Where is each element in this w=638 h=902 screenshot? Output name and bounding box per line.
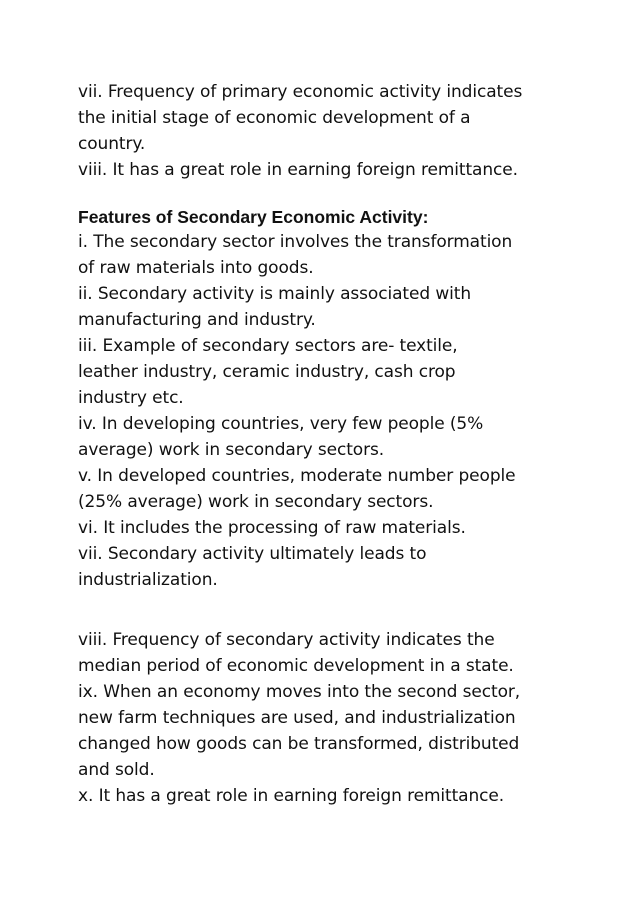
- text-line: vii. Frequency of primary economic activity indicates: [78, 82, 523, 102]
- text-line: (25% average) work in secondary sectors.: [78, 492, 434, 512]
- text-line: country.: [78, 134, 146, 154]
- section-heading: Features of Secondary Economic Activity:: [78, 207, 429, 227]
- primary-activity-continued-section: [78, 79, 558, 183]
- text-line: x. It has a great role in earning foreign remittance.: [78, 786, 505, 806]
- text-line: leather industry, ceramic industry, cash crop: [78, 362, 456, 382]
- text-line: viii. Frequency of secondary activity indicates the: [78, 630, 495, 650]
- text-line: average) work in secondary sectors.: [78, 440, 385, 460]
- text-line: industry etc.: [78, 388, 184, 408]
- text-line: new farm techniques are used, and industrialization: [78, 708, 516, 728]
- secondary-activity-section: [78, 205, 558, 593]
- text-line: viii. It has a great role in earning foreign remittance.: [78, 160, 518, 180]
- text-line: v. In developed countries, moderate number people: [78, 466, 516, 486]
- text-line: iv. In developing countries, very few people (5%: [78, 414, 484, 434]
- text-line: the initial stage of economic development of a: [78, 108, 471, 128]
- text-line: industrialization.: [78, 570, 218, 590]
- text-line: i. The secondary sector involves the transformation: [78, 232, 513, 252]
- secondary-activity-continued-section: [78, 627, 558, 809]
- text-line: vii. Secondary activity ultimately leads to: [78, 544, 427, 564]
- text-line: changed how goods can be transformed, distributed: [78, 734, 520, 754]
- text-line: vi. It includes the processing of raw materials.: [78, 518, 466, 538]
- text-line: iii. Example of secondary sectors are- textile,: [78, 336, 458, 356]
- text-line: ix. When an economy moves into the second sector,: [78, 682, 521, 702]
- text-line: and sold.: [78, 760, 155, 780]
- text-line: median period of economic development in a state.: [78, 656, 514, 676]
- text-line: ii. Secondary activity is mainly associated with: [78, 284, 472, 304]
- text-line: manufacturing and industry.: [78, 310, 316, 330]
- text-line: of raw materials into goods.: [78, 258, 314, 278]
